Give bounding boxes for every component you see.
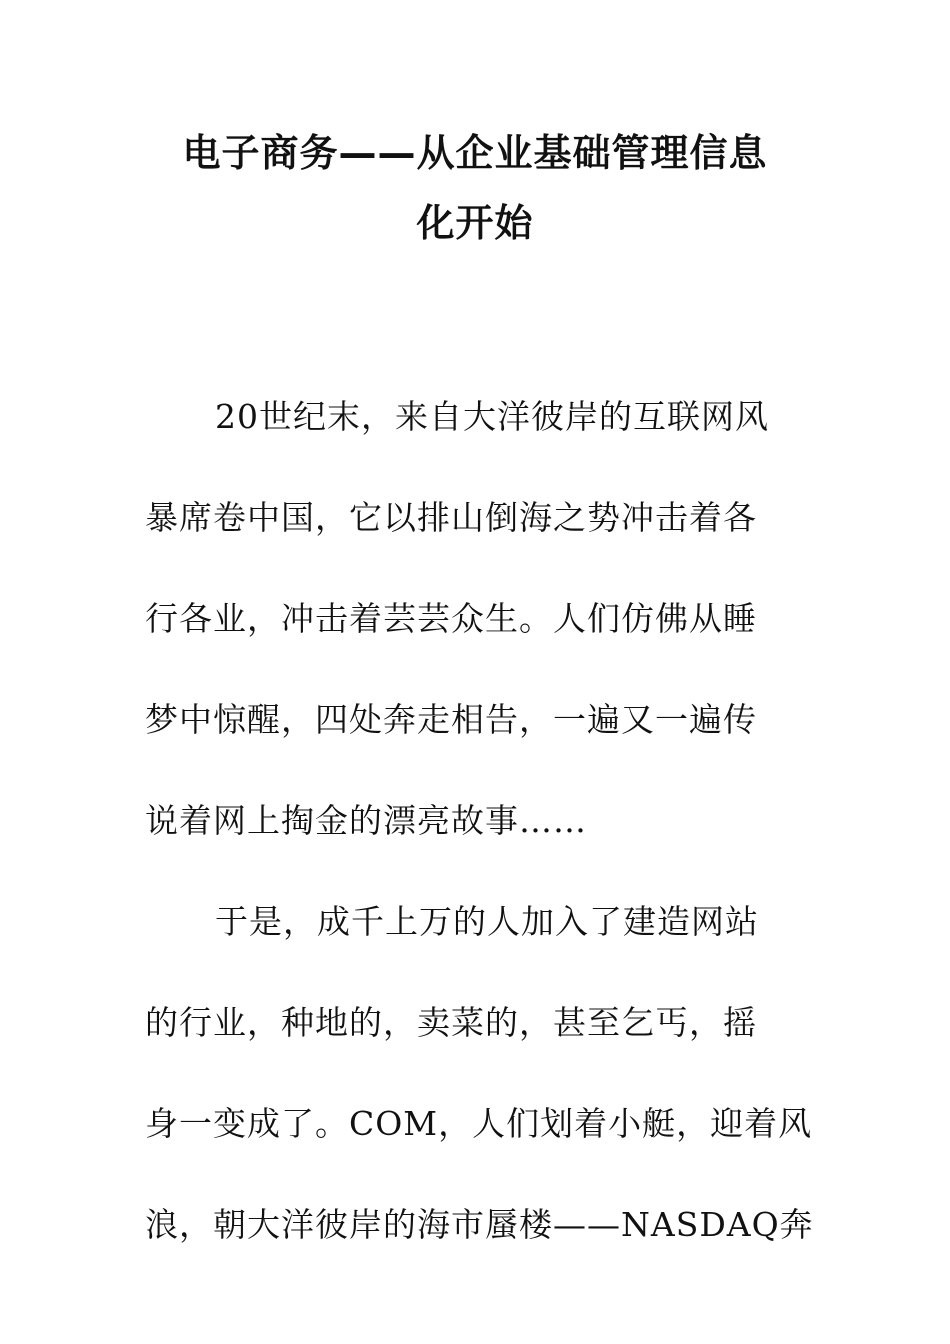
paragraph-1-line-2: 暴席卷中国，它以排山倒海之势冲击着各 — [145, 498, 757, 537]
paragraph-1-line-5: 说着网上掏金的漂亮故事…… — [145, 801, 587, 840]
title-line-2: 化开始 — [416, 201, 534, 245]
paragraph-1-line-1: 20世纪末，来自大洋彼岸的互联网风 — [215, 397, 769, 436]
document-title — [150, 118, 800, 258]
paragraph-2-line-2: 的行业，种地的，卖菜的，甚至乞丐，摇 — [145, 1003, 757, 1042]
title-line-1: 电子商务——从企业基础管理信息 — [182, 131, 768, 175]
paragraph-1-line-4: 梦中惊醒，四处奔走相告，一遍又一遍传 — [145, 700, 757, 739]
paragraph-2-line-3: 身一变成了。COM，人们划着小艇，迎着风 — [145, 1104, 813, 1143]
paragraph-1-line-3: 行各业，冲击着芸芸众生。人们仿佛从睡 — [145, 599, 757, 638]
document-body — [145, 366, 814, 1275]
paragraph-2-line-4: 浪，朝大洋彼岸的海市蜃楼——NASDAQ奔 — [145, 1205, 814, 1244]
paragraph-2-line-1: 于是，成千上万的人加入了建造网站 — [215, 902, 759, 941]
